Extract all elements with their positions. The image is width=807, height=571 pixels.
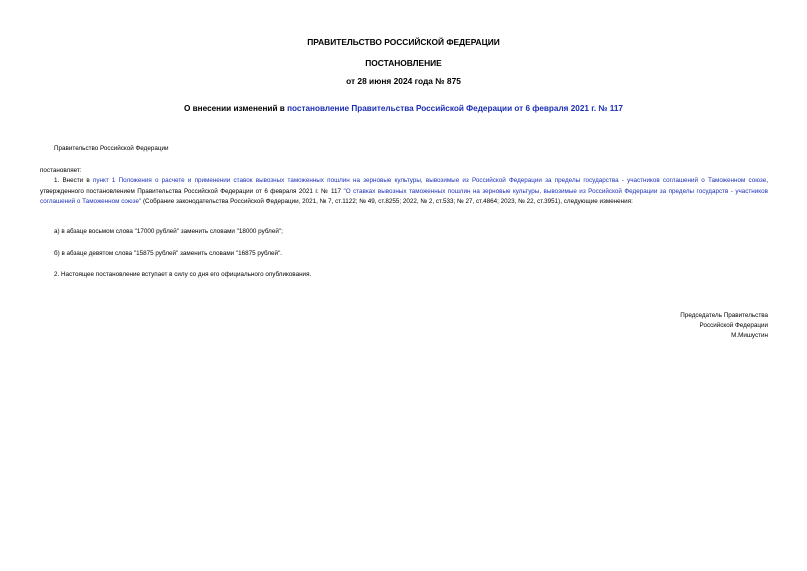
resolves-text: постановляет: xyxy=(40,167,82,174)
signature-title-line2: Российской Федерации xyxy=(699,322,768,329)
item-1-paragraph xyxy=(40,176,768,208)
item-1-link-decree[interactable]: "О ставках вывозных таможенных пошлин на зерновые культуры, вывозимые из Российской Федерации за пределы государств - участников соглашений о Таможенном союзе" xyxy=(40,187,768,205)
document-title xyxy=(0,104,807,113)
title-link[interactable]: постановление Правительства Российской Федерации от 6 февраля 2021 г. № 117 xyxy=(287,104,623,113)
item-a-text: а) в абзаце восьмом слова "17000 рублей" заменить словами "18000 рублей"; xyxy=(54,228,283,235)
item-1-link-regulation[interactable]: пункт 1 Положения о расчете и применении ставок вывозных таможенных пошлин на зерновые культуры, вывозимые из Российской Федерации за пределы государства - участников соглашений о Таможенном союзе xyxy=(92,177,767,184)
title-prefix: О внесении изменений в xyxy=(184,104,288,113)
signature-title-line1: Председатель Правительства xyxy=(680,312,768,319)
item-2-text: 2. Настоящее постановление вступает в силу со дня его официального опубликования. xyxy=(54,271,312,278)
item-1-suffix: (Собрание законодательства Российской Федерации, 2021, № 7, ст.1122; № 49, ст.8255; 2022, № 2, ст.533; № 27, ст.4864; 2023, № 22, ст.3951), следующие изменения: xyxy=(141,198,633,205)
doc-type-heading: ПОСТАНОВЛЕНИЕ xyxy=(365,58,442,68)
org-heading: ПРАВИТЕЛЬСТВО РОССИЙСКОЙ ФЕДЕРАЦИИ xyxy=(307,37,500,47)
signature-name: М.Мишустин xyxy=(731,332,768,339)
item-1-prefix: 1. Внести в xyxy=(54,177,93,184)
item-1-middle: , утвержденного постановлением Правительства Российской Федерации от 6 февраля 2021 г. № 117 xyxy=(40,177,768,195)
item-b-text: б) в абзаце девятом слова "15875 рублей" заменить словами "16875 рублей". xyxy=(54,250,283,257)
date-number-heading: от 28 июня 2024 года № 875 xyxy=(346,76,461,86)
issuer-text: Правительство Российской Федерации xyxy=(54,145,169,152)
